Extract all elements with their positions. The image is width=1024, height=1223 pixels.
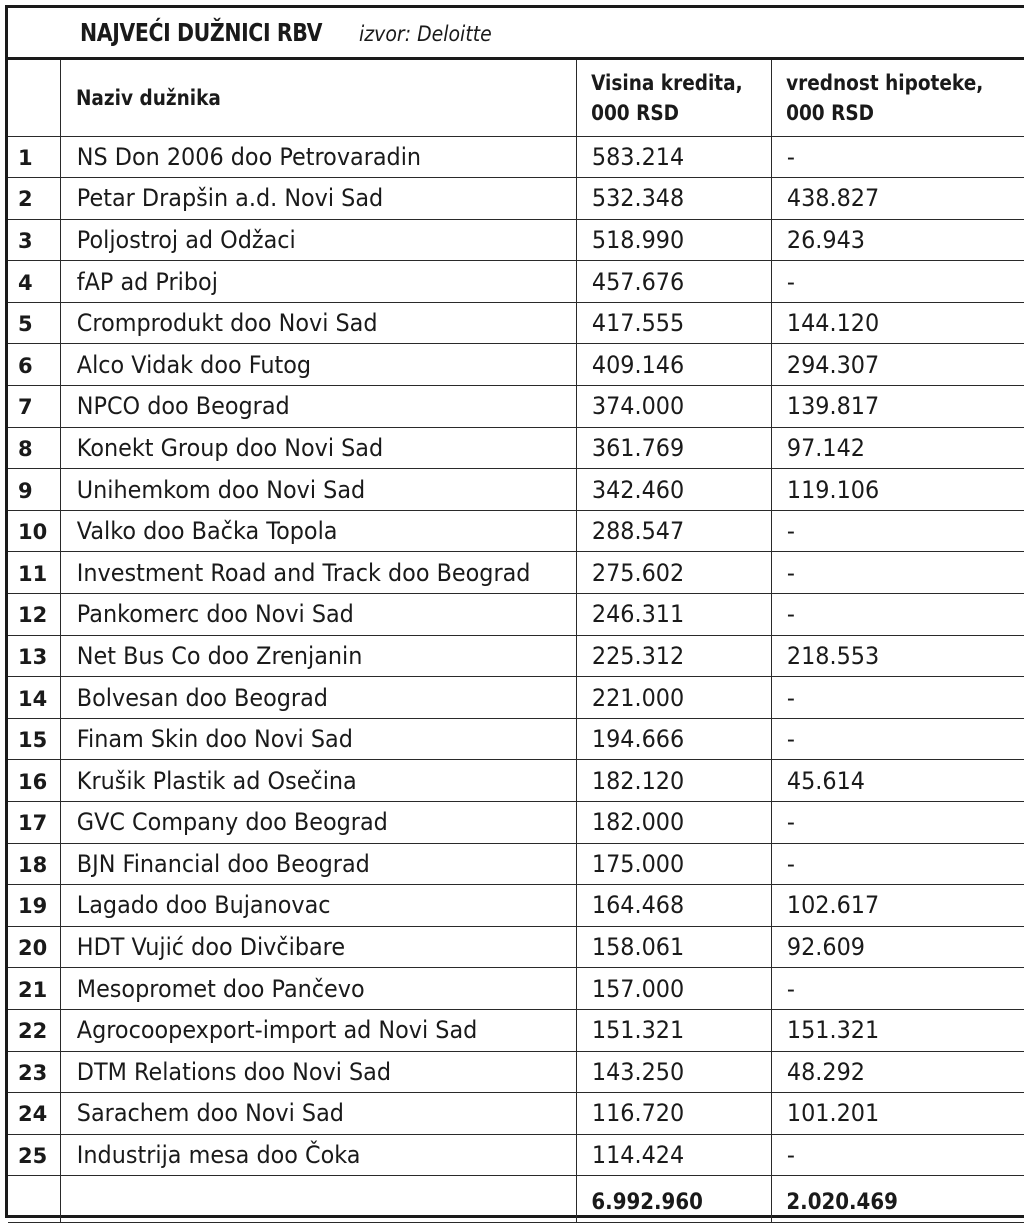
rank-number: 14	[18, 686, 48, 711]
name-cell	[60, 635, 577, 677]
credit-cell	[577, 261, 771, 303]
name-cell	[60, 1134, 577, 1176]
table-row	[8, 718, 1024, 760]
credit-amount: 288.547	[592, 517, 685, 546]
credit-cell	[577, 510, 771, 552]
rank-number: 9	[18, 478, 33, 503]
mortgage-cell	[771, 178, 1024, 220]
mortgage-cell	[771, 885, 1024, 927]
rank-number: 8	[18, 436, 33, 461]
debtor-name: DTM Relations doo Novi Sad	[76, 1057, 391, 1086]
total-mortgage: 2.020.469	[786, 1189, 898, 1215]
credit-cell	[577, 968, 771, 1010]
table-row	[8, 1134, 1024, 1176]
header-credit	[577, 60, 771, 136]
rank-number: 21	[18, 977, 48, 1002]
credit-cell	[577, 926, 771, 968]
rank-number: 4	[18, 270, 33, 295]
mortgage-value: 92.609	[786, 933, 865, 962]
mortgage-cell	[771, 469, 1024, 511]
credit-cell	[577, 885, 771, 927]
mortgage-value: 48.292	[786, 1057, 865, 1086]
rank-cell	[8, 635, 60, 677]
debtor-name: BJN Financial doo Beograd	[76, 849, 370, 878]
rank-cell	[8, 843, 60, 885]
credit-cell	[577, 635, 771, 677]
rank-number: 16	[18, 769, 48, 794]
name-cell	[60, 552, 577, 594]
debtor-name: HDT Vujić doo Divčibare	[76, 933, 345, 962]
mortgage-cell	[771, 594, 1024, 636]
header-credit-line1: Visina kredita,	[591, 70, 743, 95]
mortgage-value: 144.120	[786, 309, 879, 338]
rank-cell	[8, 469, 60, 511]
mortgage-value: 218.553	[786, 641, 879, 670]
mortgage-cell	[771, 552, 1024, 594]
rank-cell	[8, 510, 60, 552]
name-cell	[60, 261, 577, 303]
header-credit-line2: 000 RSD	[591, 100, 680, 125]
credit-amount: 225.312	[592, 641, 685, 670]
debtor-name: Valko doo Bačka Topola	[76, 517, 338, 546]
rank-cell	[8, 302, 60, 344]
name-cell	[60, 510, 577, 552]
total-mortgage-cell	[771, 1176, 1024, 1223]
debtor-name: Finam Skin doo Novi Sad	[76, 725, 353, 754]
rank-number: 24	[18, 1102, 48, 1127]
mortgage-value: 151.321	[786, 1016, 879, 1045]
rank-number: 15	[18, 728, 48, 753]
rank-number: 19	[18, 894, 48, 919]
credit-cell	[577, 843, 771, 885]
mortgage-cell	[771, 635, 1024, 677]
table-row	[8, 427, 1024, 469]
credit-amount: 158.061	[592, 933, 685, 962]
name-cell	[60, 594, 577, 636]
rank-number: 5	[18, 312, 33, 337]
credit-amount: 151.321	[592, 1016, 685, 1045]
debtor-name: Krušik Plastik ad Osečina	[76, 766, 357, 795]
table-row	[8, 885, 1024, 927]
credit-amount: 116.720	[592, 1099, 685, 1128]
header-name-label: Naziv dužnika	[75, 85, 221, 110]
name-cell	[60, 718, 577, 760]
credit-amount: 457.676	[592, 267, 685, 296]
rank-cell	[8, 136, 60, 178]
table-row	[8, 219, 1024, 261]
rank-cell	[8, 594, 60, 636]
debtor-name: Alco Vidak doo Futog	[76, 350, 311, 379]
mortgage-value: -	[786, 142, 795, 171]
rank-cell	[8, 1093, 60, 1135]
name-cell	[60, 1051, 577, 1093]
total-credit-cell	[577, 1176, 771, 1223]
credit-amount: 175.000	[592, 849, 685, 878]
rank-cell	[8, 718, 60, 760]
name-cell	[60, 469, 577, 511]
debtor-name: Cromprodukt doo Novi Sad	[76, 309, 378, 338]
rank-cell	[8, 261, 60, 303]
debtor-name: Poljostroj ad Odžaci	[76, 225, 296, 254]
rank-cell	[8, 427, 60, 469]
mortgage-cell	[771, 344, 1024, 386]
rank-number: 1	[18, 145, 33, 170]
credit-amount: 417.555	[592, 309, 685, 338]
rank-cell	[8, 552, 60, 594]
debtor-name: Mesopromet doo Pančevo	[76, 974, 365, 1003]
rank-cell	[8, 968, 60, 1010]
credit-amount: 182.120	[592, 766, 685, 795]
table-row	[8, 386, 1024, 428]
rank-cell	[8, 1009, 60, 1051]
header-mortgage	[771, 60, 1024, 136]
credit-cell	[577, 1051, 771, 1093]
rank-number: 20	[18, 936, 48, 961]
total-credit: 6.992.960	[591, 1189, 704, 1215]
name-cell	[60, 427, 577, 469]
mortgage-cell	[771, 1051, 1024, 1093]
table-row	[8, 594, 1024, 636]
debtor-name: Unihemkom doo Novi Sad	[76, 475, 365, 504]
table-row	[8, 843, 1024, 885]
rank-number: 25	[18, 1144, 48, 1169]
table-row	[8, 469, 1024, 511]
credit-amount: 221.000	[592, 683, 685, 712]
table-row	[8, 968, 1024, 1010]
mortgage-cell	[771, 760, 1024, 802]
table-row	[8, 510, 1024, 552]
mortgage-value: 45.614	[786, 766, 865, 795]
table-row	[8, 802, 1024, 844]
rank-cell	[8, 386, 60, 428]
rank-cell	[8, 219, 60, 261]
credit-amount: 194.666	[592, 725, 685, 754]
table-row	[8, 1093, 1024, 1135]
mortgage-cell	[771, 302, 1024, 344]
name-cell	[60, 802, 577, 844]
table-row	[8, 926, 1024, 968]
mortgage-value: -	[786, 517, 795, 546]
mortgage-cell	[771, 1009, 1024, 1051]
mortgage-cell	[771, 968, 1024, 1010]
name-cell	[60, 1093, 577, 1135]
rank-cell	[8, 760, 60, 802]
credit-amount: 114.424	[592, 1141, 685, 1170]
table-row	[8, 1009, 1024, 1051]
table-row	[8, 178, 1024, 220]
mortgage-value: 294.307	[786, 350, 879, 379]
rank-number: 22	[18, 1019, 48, 1044]
name-cell	[60, 843, 577, 885]
credit-cell	[577, 718, 771, 760]
debtor-name: NPCO doo Beograd	[76, 392, 290, 421]
table-row	[8, 344, 1024, 386]
mortgage-cell	[771, 677, 1024, 719]
mortgage-value: -	[786, 808, 795, 837]
credit-cell	[577, 178, 771, 220]
rank-number: 6	[18, 353, 33, 378]
mortgage-cell	[771, 386, 1024, 428]
credit-cell	[577, 1009, 771, 1051]
table-body	[8, 136, 1024, 1176]
mortgage-value: -	[786, 600, 795, 629]
mortgage-value: 101.201	[786, 1099, 879, 1128]
mortgage-value: -	[786, 267, 795, 296]
credit-cell	[577, 427, 771, 469]
rank-number: 13	[18, 644, 48, 669]
name-cell	[60, 302, 577, 344]
credit-amount: 342.460	[592, 475, 685, 504]
rank-number: 23	[18, 1060, 48, 1085]
mortgage-value: 102.617	[786, 891, 879, 920]
credit-cell	[577, 386, 771, 428]
debtor-name: Industrija mesa doo Čoka	[76, 1141, 361, 1170]
debtor-name: Net Bus Co doo Zrenjanin	[76, 641, 363, 670]
mortgage-value: -	[786, 725, 795, 754]
debtors-table	[8, 60, 1024, 1223]
table-row	[8, 302, 1024, 344]
mortgage-cell	[771, 718, 1024, 760]
rank-cell	[8, 178, 60, 220]
credit-cell	[577, 344, 771, 386]
credit-amount: 157.000	[592, 974, 685, 1003]
credit-amount: 583.214	[592, 142, 685, 171]
table-row	[8, 760, 1024, 802]
mortgage-value: 139.817	[786, 392, 879, 421]
rank-number: 3	[18, 228, 33, 253]
totals-label-cell	[60, 1176, 577, 1223]
mortgage-value: 438.827	[786, 184, 879, 213]
credit-cell	[577, 594, 771, 636]
debtor-name: NS Don 2006 doo Petrovaradin	[76, 142, 421, 171]
rank-number: 10	[18, 520, 48, 545]
name-cell	[60, 926, 577, 968]
table-row	[8, 1051, 1024, 1093]
rank-number: 11	[18, 561, 48, 586]
mortgage-cell	[771, 427, 1024, 469]
credit-amount: 182.000	[592, 808, 685, 837]
credit-amount: 275.602	[592, 558, 685, 587]
name-cell	[60, 136, 577, 178]
source-note: izvor: Deloitte	[359, 22, 492, 46]
rank-number: 2	[18, 187, 33, 212]
credit-amount: 246.311	[592, 600, 685, 629]
credit-cell	[577, 302, 771, 344]
title-bar	[8, 8, 1024, 60]
totals-row	[8, 1176, 1024, 1223]
mortgage-value: -	[786, 558, 795, 587]
credit-cell	[577, 219, 771, 261]
credit-cell	[577, 469, 771, 511]
rank-number: 7	[18, 395, 33, 420]
mortgage-value: -	[786, 849, 795, 878]
credit-amount: 518.990	[592, 225, 685, 254]
credit-cell	[577, 760, 771, 802]
name-cell	[60, 386, 577, 428]
debtor-name: Petar Drapšin a.d. Novi Sad	[76, 184, 383, 213]
rank-number: 17	[18, 811, 48, 836]
mortgage-value: 26.943	[786, 225, 865, 254]
credit-cell	[577, 677, 771, 719]
mortgage-value: -	[786, 1141, 795, 1170]
mortgage-cell	[771, 219, 1024, 261]
mortgage-value: 97.142	[786, 433, 865, 462]
mortgage-cell	[771, 136, 1024, 178]
rank-cell	[8, 926, 60, 968]
debtor-name: Pankomerc doo Novi Sad	[76, 600, 354, 629]
mortgage-cell	[771, 510, 1024, 552]
table-row	[8, 677, 1024, 719]
rank-cell	[8, 1134, 60, 1176]
name-cell	[60, 219, 577, 261]
name-cell	[60, 344, 577, 386]
credit-cell	[577, 802, 771, 844]
debtor-name: Lagado doo Bujanovac	[76, 891, 331, 920]
name-cell	[60, 1009, 577, 1051]
table-row	[8, 552, 1024, 594]
credit-amount: 361.769	[592, 433, 685, 462]
totals-rank-cell	[8, 1176, 60, 1223]
mortgage-cell	[771, 843, 1024, 885]
table-row	[8, 136, 1024, 178]
credit-amount: 143.250	[592, 1057, 685, 1086]
credit-cell	[577, 1093, 771, 1135]
debtor-name: Konekt Group doo Novi Sad	[76, 433, 383, 462]
debtors-table-frame	[5, 5, 1024, 1218]
rank-number: 18	[18, 852, 48, 877]
credit-cell	[577, 552, 771, 594]
debtor-name: Sarachem doo Novi Sad	[76, 1099, 344, 1128]
debtor-name: Investment Road and Track doo Beograd	[76, 558, 531, 587]
name-cell	[60, 760, 577, 802]
mortgage-value: 119.106	[786, 475, 879, 504]
name-cell	[60, 968, 577, 1010]
rank-cell	[8, 677, 60, 719]
mortgage-value: -	[786, 683, 795, 712]
mortgage-cell	[771, 261, 1024, 303]
table-row	[8, 635, 1024, 677]
header-name	[60, 60, 577, 136]
rank-cell	[8, 885, 60, 927]
credit-cell	[577, 1134, 771, 1176]
credit-amount: 164.468	[592, 891, 685, 920]
debtor-name: fAP ad Priboj	[76, 267, 218, 296]
header-mortgage-line1: vrednost hipoteke,	[785, 70, 983, 95]
mortgage-cell	[771, 1134, 1024, 1176]
header-rank	[8, 60, 60, 136]
credit-amount: 532.348	[592, 184, 685, 213]
mortgage-cell	[771, 802, 1024, 844]
rank-number: 12	[18, 603, 48, 628]
mortgage-cell	[771, 926, 1024, 968]
debtor-name: Bolvesan doo Beograd	[76, 683, 328, 712]
table-row	[8, 261, 1024, 303]
credit-cell	[577, 136, 771, 178]
mortgage-value: -	[786, 974, 795, 1003]
name-cell	[60, 677, 577, 719]
mortgage-cell	[771, 1093, 1024, 1135]
debtor-name: Agrocoopexport-import ad Novi Sad	[76, 1016, 478, 1045]
rank-cell	[8, 1051, 60, 1093]
name-cell	[60, 178, 577, 220]
name-cell	[60, 885, 577, 927]
rank-cell	[8, 802, 60, 844]
credit-amount: 409.146	[592, 350, 685, 379]
header-row	[8, 60, 1024, 136]
credit-amount: 374.000	[592, 392, 685, 421]
header-mortgage-line2: 000 RSD	[785, 100, 874, 125]
table-title: NAJVEĆI DUŽNICI RBV	[80, 18, 323, 47]
rank-cell	[8, 344, 60, 386]
debtor-name: GVC Company doo Beograd	[76, 808, 388, 837]
